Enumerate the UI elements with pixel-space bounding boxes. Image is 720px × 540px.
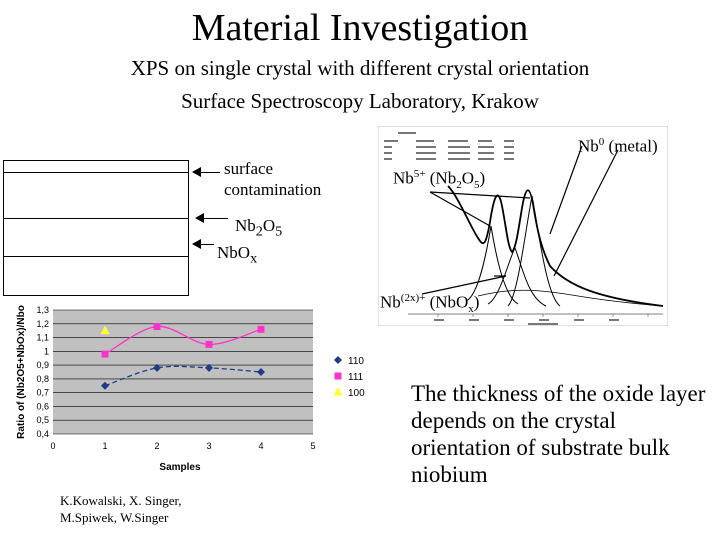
authors-line-2: M.Spiwek, W.Singer	[60, 510, 169, 525]
y-tick-label: 0,6	[36, 401, 49, 412]
y-axis-title: Ratio of (Nb2O5+NbOx)/Nbo	[16, 305, 27, 439]
chart-legend	[334, 356, 366, 399]
surface-contamination-label: surface contamination	[224, 159, 322, 199]
y-tick-label: 1	[43, 346, 49, 357]
authors	[60, 492, 260, 526]
y-tick-label: 0,8	[36, 373, 49, 384]
nb2x-label: $Nb^{(2x)+}$ (NbO$_x$)	[380, 292, 480, 316]
authors-line-1: K.Kowalski, X. Singer,	[60, 493, 182, 508]
nb2o5-label: $Nb_2O_5$	[235, 216, 283, 240]
nbox-arrowhead	[192, 239, 201, 249]
y-tick-label: 0,5	[36, 415, 49, 426]
slide-title: Material Investigation	[191, 7, 529, 49]
contamination-arrowhead	[192, 167, 201, 177]
nb0-metal-label: Nb$^0$ (metal)	[578, 136, 658, 156]
y-tick-label: 0,7	[36, 387, 49, 398]
legend-label-110: 110	[348, 356, 364, 367]
y-tick-label: 1,3	[36, 305, 49, 315]
nb2o5-arrow	[203, 218, 228, 219]
data-point-111	[206, 341, 213, 348]
legend-marker-111	[335, 373, 342, 380]
x-tick-label: 1	[102, 441, 108, 451]
nbox-label: NbO$_x$	[217, 243, 258, 267]
x-tick-label: 3	[206, 441, 212, 451]
x-tick-label: 0	[50, 441, 56, 451]
nb2o5-layer	[3, 172, 189, 220]
oxide-thickness-note: The thickness of the oxide layer depends on the crystal orientation of substrate bulk niobium	[411, 381, 706, 487]
data-point-111	[258, 326, 265, 333]
y-tick-label: 1,2	[36, 318, 49, 329]
layer-stack-diagram	[3, 160, 189, 295]
nb2o5-arrowhead	[195, 213, 204, 223]
y-tick-label: 1,1	[36, 332, 49, 343]
plot-area	[53, 310, 313, 434]
lab-name: Surface Spectroscopy Laboratory, Krakow	[181, 89, 539, 113]
data-point-111	[154, 323, 161, 330]
legend-marker-100	[334, 387, 343, 396]
legend-marker-110	[334, 356, 342, 364]
contamination-arrow	[200, 172, 220, 173]
slide-subtitle: XPS on single crystal with different crystal orientation	[130, 56, 590, 80]
y-tick-label: 0,4	[36, 429, 49, 439]
x-axis-title: Samples	[159, 462, 201, 473]
x-tick-label: 2	[154, 441, 160, 451]
y-tick-label: 0,9	[36, 360, 49, 371]
data-point-111	[102, 351, 109, 358]
x-tick-label: 4	[258, 441, 264, 451]
legend-label-111: 111	[348, 372, 364, 383]
ratio-chart	[8, 300, 378, 480]
nbox-layer	[3, 218, 189, 258]
x-tick-label: 5	[310, 441, 316, 451]
bulk-niobium-layer	[3, 256, 189, 296]
nbox-arrow	[200, 244, 214, 245]
legend-label-100: 100	[348, 388, 365, 399]
nb5-label: $Nb^{5+}$ $(Nb_2O_5)$	[393, 168, 486, 192]
